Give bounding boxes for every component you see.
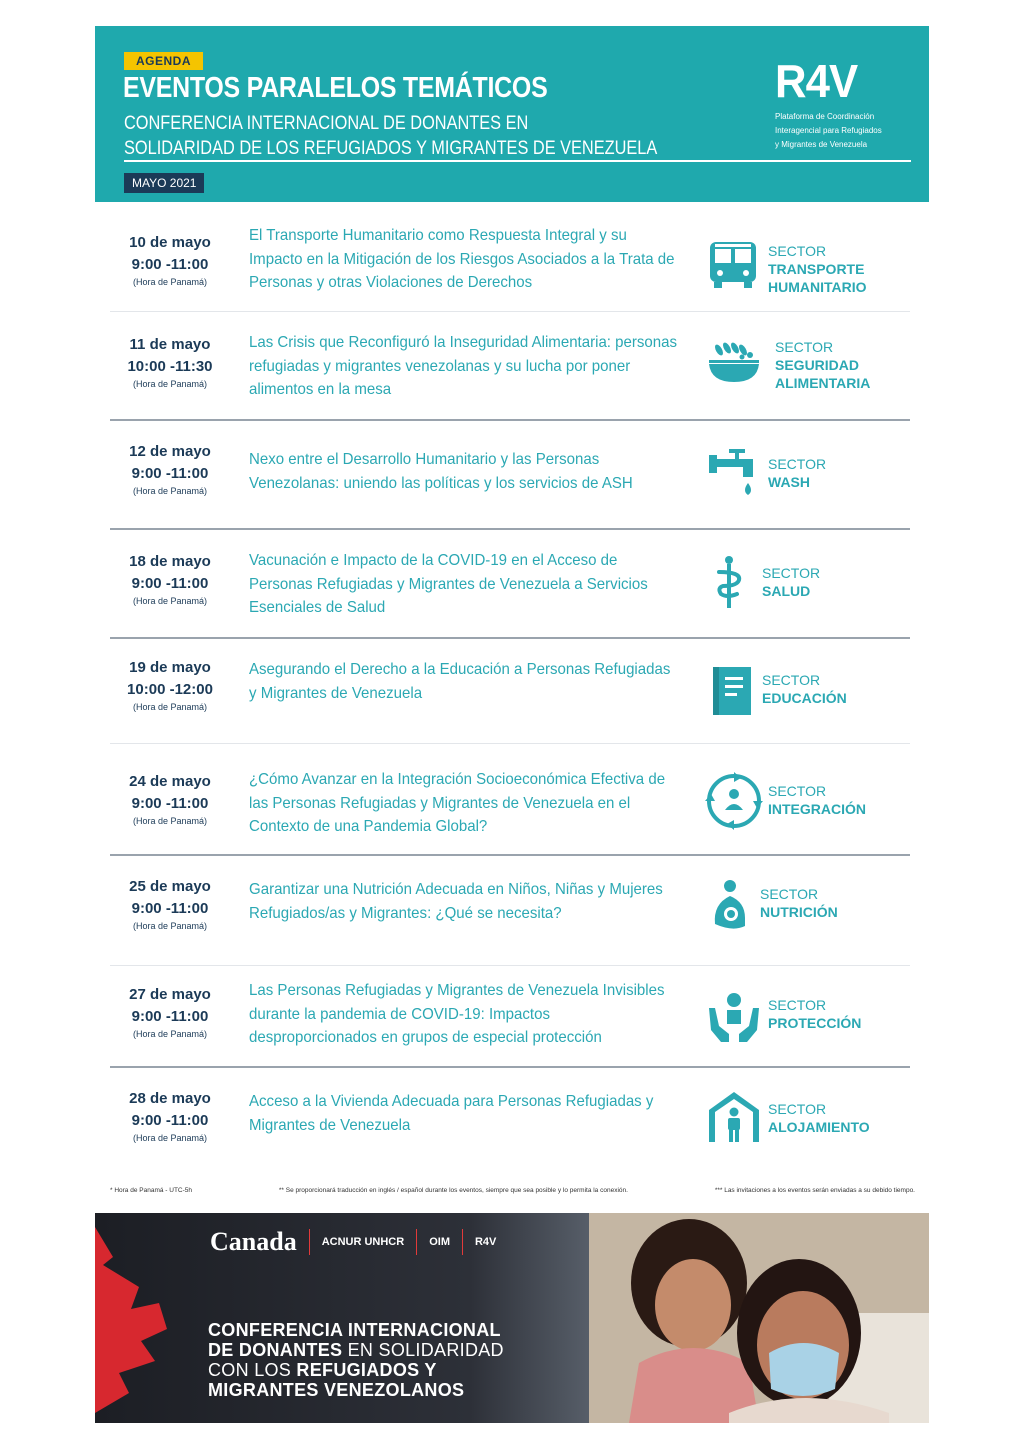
canada-logo: Canada: [210, 1227, 297, 1256]
event-when: [110, 441, 230, 498]
unhcr-logo: ACNUR UNHCR: [309, 1229, 417, 1255]
footnotes: [110, 1187, 915, 1194]
event-description: Vacunación e Impacto de la COVID-19 en el Acceso de Personas Refugiadas y Migrantes de Venezuela a Servicios Esenciales de Salud: [249, 552, 648, 616]
sector-label: [768, 242, 888, 296]
sector-prefix: SECTOR: [768, 243, 827, 259]
event-timezone: (Hora de Panamá): [132, 277, 208, 287]
event-when: [110, 551, 230, 608]
banner-title-line-1: CONFERENCIA INTERNACIONAL: [208, 1320, 501, 1340]
event-time: 9:00 -11:00: [131, 1008, 209, 1025]
event-time: 9:00 -11:00: [131, 575, 209, 592]
event-row: [110, 966, 910, 1068]
event-date: 12 de mayo: [129, 443, 211, 460]
sector-prefix: SECTOR: [762, 672, 821, 688]
event-time: 9:00 -11:00: [131, 795, 209, 812]
r4v-banner-logo: R4V: [462, 1229, 508, 1255]
sector-label: [762, 671, 872, 707]
tagline-line: Interagencial para Refugiados: [775, 126, 882, 135]
event-date: 18 de mayo: [129, 553, 211, 570]
integration-icon: [705, 772, 763, 830]
event-timezone: (Hora de Panamá): [132, 596, 208, 606]
footnote: ** Se proporcionará traducción en inglés / español durante los eventos, siempre que sea posible y lo permita la conexión.: [278, 1187, 628, 1194]
health-icon: [705, 554, 763, 612]
event-row: [110, 421, 910, 530]
banner-title-bold: DE DONANTES: [208, 1340, 343, 1360]
book-icon: [705, 663, 763, 721]
conference-banner: [95, 1213, 929, 1423]
event-time: 10:00 -12:00: [127, 681, 213, 698]
event-timezone: (Hora de Panamá): [132, 921, 208, 931]
sector-name: EDUCACIÓN: [762, 690, 847, 706]
event-date: 28 de mayo: [129, 1090, 211, 1107]
sector-name: ALOJAMIENTO: [768, 1119, 870, 1135]
event-when: [110, 1088, 230, 1145]
event-time: 9:00 -11:00: [131, 256, 209, 273]
event-row: [110, 1068, 910, 1176]
tagline-line: y Migrantes de Venezuela: [775, 140, 868, 149]
food-bowl-icon: [705, 336, 763, 394]
event-description: Las Crisis que Reconfiguró la Inseguridad Alimentaria: personas refugiadas y migrantes venezolanas y su lucha por poner alimentos en la mesa: [249, 334, 678, 398]
banner-title-line-4: MIGRANTES VENEZOLANOS: [208, 1380, 465, 1400]
refugee-family-photo: [589, 1213, 929, 1423]
water-tap-icon: [705, 445, 763, 503]
sector-label: [768, 782, 888, 818]
event-timezone: (Hora de Panamá): [132, 1133, 208, 1143]
nutrition-icon: [705, 878, 763, 936]
sector-name: PROTECCIÓN: [768, 1015, 862, 1031]
date-tag: MAYO 2021: [124, 173, 204, 193]
shelter-icon: [705, 1088, 763, 1146]
bus-icon: [705, 236, 763, 294]
event-row: [110, 639, 910, 744]
sector-label: [760, 885, 870, 921]
footnote: * Hora de Panamá - UTC-5h: [110, 1187, 193, 1194]
event-timezone: (Hora de Panamá): [132, 1029, 208, 1039]
event-description: El Transporte Humanitario como Respuesta Integral y su Impacto en la Mitigación de los Riesgos Asociados a la Trata de Personas y otras Violaciones de Derechos: [249, 227, 675, 291]
event-date: 24 de mayo: [129, 773, 211, 790]
event-when: [110, 876, 230, 933]
event-date: 19 de mayo: [129, 659, 211, 676]
agenda-tag: AGENDA: [124, 52, 203, 70]
event-row: [110, 202, 910, 312]
sector-prefix: SECTOR: [768, 456, 827, 472]
banner-title-text: CON LOS: [208, 1360, 297, 1380]
sector-name: SEGURIDAD ALIMENTARIA: [775, 357, 871, 391]
event-when: [110, 232, 230, 289]
maple-leaf-icon: [95, 1213, 205, 1423]
event-date: 25 de mayo: [129, 878, 211, 895]
event-description: Garantizar una Nutrición Adecuada en Niños, Niñas y Mujeres Refugiados/as y Migrantes: ¿Qué se necesita?: [249, 881, 663, 922]
event-when: [110, 657, 230, 714]
event-timezone: (Hora de Panamá): [132, 379, 208, 389]
banner-title: [208, 1320, 504, 1400]
banner-title-text: EN SOLIDARIDAD: [342, 1340, 504, 1360]
r4v-logo: R4V: [775, 55, 858, 107]
event-when: [110, 334, 230, 391]
event-when: [110, 984, 230, 1041]
subtitle: [124, 111, 657, 161]
sector-prefix: SECTOR: [775, 339, 834, 355]
oim-logo: OIM: [416, 1229, 462, 1255]
sector-label: [768, 455, 868, 491]
event-row: [110, 744, 910, 856]
subtitle-line-1: CONFERENCIA INTERNACIONAL DE DONANTES EN: [124, 113, 529, 134]
event-timezone: (Hora de Panamá): [132, 702, 208, 712]
partner-logos: [210, 1227, 508, 1257]
event-row: [110, 312, 910, 421]
event-description: Acceso a la Vivienda Adecuada para Personas Refugiadas y Migrantes de Venezuela: [249, 1093, 654, 1134]
sector-prefix: SECTOR: [768, 783, 827, 799]
event-timezone: (Hora de Panamá): [132, 486, 208, 496]
header-banner: [95, 26, 929, 202]
sector-name: INTEGRACIÓN: [768, 801, 866, 817]
event-time: 9:00 -11:00: [131, 465, 209, 482]
sector-label: [768, 1100, 888, 1136]
page-title: EVENTOS PARALELOS TEMÁTICOS: [123, 72, 548, 104]
event-timezone: (Hora de Panamá): [132, 816, 208, 826]
event-time: 9:00 -11:00: [131, 1112, 209, 1129]
r4v-tagline: [775, 110, 915, 152]
sector-name: NUTRICIÓN: [760, 904, 838, 920]
event-date: 10 de mayo: [129, 234, 211, 251]
event-row: [110, 530, 910, 639]
event-time: 9:00 -11:00: [131, 900, 209, 917]
sector-prefix: SECTOR: [768, 1101, 827, 1117]
sector-label: [768, 996, 888, 1032]
event-date: 27 de mayo: [129, 986, 211, 1003]
event-when: [110, 771, 230, 828]
subtitle-line-2: SOLIDARIDAD DE LOS REFUGIADOS Y MIGRANTES DE VENEZUELA: [124, 138, 658, 159]
tagline-line: Plataforma de Coordinación: [775, 112, 875, 121]
agenda-sheet: [95, 26, 929, 202]
event-description: ¿Cómo Avanzar en la Integración Socioeconómica Efectiva de las Personas Refugiadas y Migrantes de Venezuela en el Contexto de una Pandemia Global?: [249, 771, 666, 835]
header-divider: [124, 160, 911, 162]
event-description: Nexo entre el Desarrollo Humanitario y las Personas Venezolanas: uniendo las políticas y los servicios de ASH: [249, 451, 633, 492]
sector-prefix: SECTOR: [768, 997, 827, 1013]
protection-hands-icon: [705, 990, 763, 1048]
sector-name: SALUD: [762, 583, 811, 599]
event-row: [110, 856, 910, 966]
sector-name: TRANSPORTE HUMANITARIO: [768, 261, 867, 295]
sector-prefix: SECTOR: [762, 565, 821, 581]
sector-name: WASH: [768, 474, 810, 490]
banner-title-bold: REFUGIADOS Y: [296, 1360, 437, 1380]
event-description: Asegurando el Derecho a la Educación a Personas Refugiadas y Migrantes de Venezuela: [249, 661, 671, 702]
event-time: 10:00 -11:30: [127, 358, 213, 375]
event-date: 11 de mayo: [129, 336, 211, 353]
footnote: *** Las invitaciones a los eventos serán enviadas a su debido tiempo.: [714, 1187, 915, 1194]
sector-prefix: SECTOR: [760, 886, 819, 902]
sector-label: [762, 564, 862, 600]
event-description: Las Personas Refugiadas y Migrantes de Venezuela Invisibles durante la pandemia de COVID-19: Impactos desproporcionados en grupos de especial protección: [249, 982, 665, 1046]
sector-label: [775, 338, 895, 392]
